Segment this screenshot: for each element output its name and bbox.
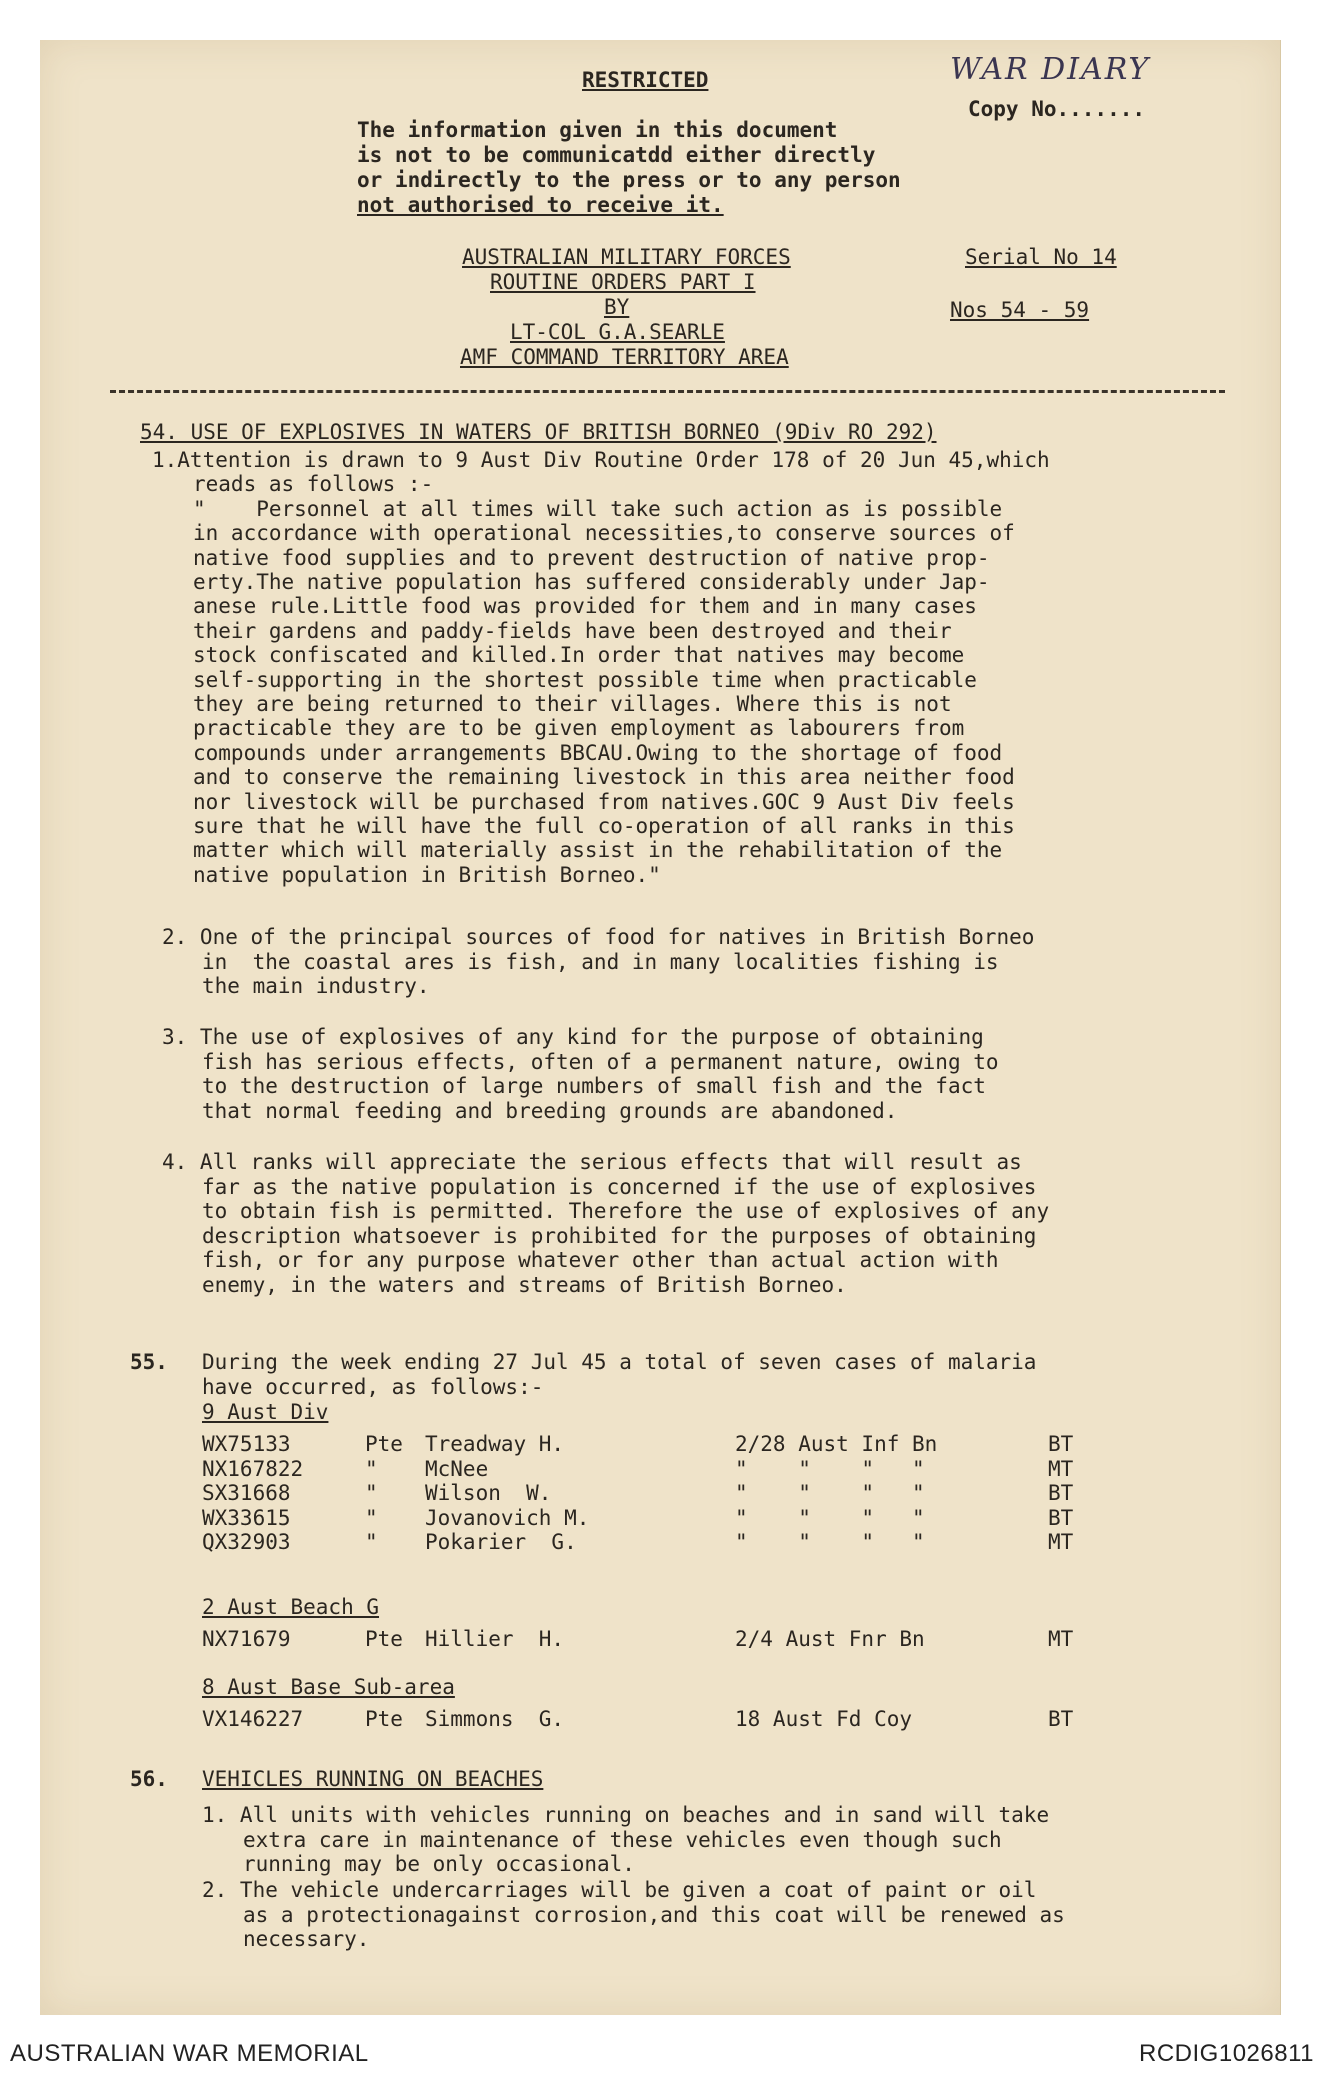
o54p1-line: and to conserve the remaining livestock in this area neither food <box>193 765 1015 790</box>
o54p4-line: far as the native population is concerned if the use of explosives <box>202 1174 1037 1199</box>
o54p2-line: in the coastal ares is fish, and in many localities fishing is <box>202 949 999 974</box>
o54p3-line: fish has serious effects, often of a permanent nature, owing to <box>202 1049 999 1074</box>
order-55-number: 55. <box>130 1350 168 1374</box>
o54p1-line: they are being returned to their villages. Where this is not <box>193 692 952 716</box>
malaria-cell-rank: " <box>365 1456 378 1481</box>
order-55-intro-2: have occurred, as follows:- <box>202 1375 544 1399</box>
o54p1-line: compounds under arrangements BBCAU.Owing to the shortage of food <box>193 740 1003 765</box>
malaria-cell-type: MT <box>1048 1530 1074 1554</box>
malaria-cell-rank: " <box>365 1505 378 1530</box>
malaria-cell-type: MT <box>1048 1627 1074 1651</box>
malaria-cell-type: BT <box>1048 1481 1074 1505</box>
malaria-cell-no: NX71679 <box>202 1627 291 1651</box>
o54p1-line: self-supporting in the shortest possible time when practicable <box>193 667 977 692</box>
malaria-cell-unit: 2/4 Aust Fnr Bn <box>735 1627 925 1651</box>
order-numbers: Nos 54 - 59 <box>950 298 1090 322</box>
malaria-cell-name: Pokarier G. <box>425 1530 577 1554</box>
warning-line-3: or indirectly to the press or to any person <box>357 168 901 192</box>
malaria-cell-no: WX75133 <box>202 1432 291 1456</box>
malaria-cell-no: WX33615 <box>202 1505 291 1530</box>
o54p4-line: 4. All ranks will appreciate the serious effects that will result as <box>162 1150 1022 1174</box>
title-line-4: LT-COL G.A.SEARLE <box>510 320 725 344</box>
o56p2-line: 2. The vehicle undercarriages will be given a coat of paint or oil <box>202 1878 1037 1902</box>
o54p2-line: the main industry. <box>202 974 430 998</box>
o54p4-line: description whatsoever is prohibited for the purposes of obtaining <box>202 1223 1037 1248</box>
malaria-cell-unit: 18 Aust Fd Coy <box>735 1707 913 1731</box>
title-line-2: ROUTINE ORDERS PART I <box>490 270 756 294</box>
malaria-cell-unit: " " " " <box>735 1456 925 1481</box>
o54p1-line: nor livestock will be purchased from natives.GOC 9 Aust Div feels <box>193 789 1015 814</box>
o54p3-line: that normal feeding and breeding grounds are abandoned. <box>202 1098 898 1123</box>
o54p3-line: 3. The use of explosives of any kind for the purpose of obtaining <box>162 1025 984 1049</box>
malaria-cell-no: NX167822 <box>202 1456 304 1481</box>
o56p1-line: running may be only occasional. <box>243 1852 635 1876</box>
o54p1-line: reads as follows :- <box>193 472 434 497</box>
o54p1-line: anese rule.Little food was provided for them and in many cases <box>193 594 977 619</box>
malaria-cell-no: QX32903 <box>202 1530 291 1554</box>
order-56-heading: VEHICLES RUNNING ON BEACHES <box>202 1767 544 1791</box>
o54p1-line: practicable they are to be given employment as labourers from <box>193 716 965 741</box>
malaria-cell-rank: Pte <box>365 1432 403 1456</box>
malaria-group-unit: 2 Aust Beach G <box>202 1595 380 1619</box>
malaria-cell-type: BT <box>1048 1505 1074 1530</box>
o54p1-line: sure that he will have the full co-operation of all ranks in this <box>193 814 1015 838</box>
malaria-cell-rank: Pte <box>365 1707 403 1731</box>
malaria-cell-unit: 2/28 Aust Inf Bn <box>735 1432 938 1456</box>
warning-line-1: The information given in this document <box>357 118 838 142</box>
o54p1-line: native population in British Borneo." <box>193 862 661 887</box>
malaria-cell-rank: Pte <box>365 1627 403 1651</box>
title-line-3: BY <box>604 295 630 319</box>
o54p1-line: 1.Attention is drawn to 9 Aust Div Routine Order 178 of 20 Jun 45,which <box>152 448 1050 472</box>
malaria-cell-name: Treadway H. <box>425 1432 565 1456</box>
header-divider <box>110 390 1225 393</box>
copy-number: Copy No....... <box>968 97 1146 121</box>
o54p1-line: " Personnel at all times will take such action as is possible <box>193 496 1003 521</box>
o54p1-line: erty.The native population has suffered considerably under Jap- <box>193 570 990 594</box>
malaria-cell-name: Hillier H. <box>425 1627 565 1651</box>
malaria-cell-rank: " <box>365 1481 378 1505</box>
malaria-cell-name: Simmons G. <box>425 1707 565 1731</box>
o54p1-line: matter which will materially assist in the rehabilitation of the <box>193 838 1003 863</box>
o54p1-line: their gardens and paddy-fields have been destroyed and their <box>193 618 952 643</box>
title-line-1: AUSTRALIAN MILITARY FORCES <box>462 245 791 269</box>
malaria-cell-no: SX31668 <box>202 1481 291 1505</box>
o54p4-line: to obtain fish is permitted. Therefore the use of explosives of any <box>202 1199 1050 1223</box>
malaria-cell-unit: " " " " <box>735 1505 925 1530</box>
o54p1-line: in accordance with operational necessities,to conserve sources of <box>193 521 1015 546</box>
malaria-cell-no: VX146227 <box>202 1707 304 1731</box>
warning-line-2: is not to be communicatdd either directly <box>357 143 876 167</box>
o56p2-line: as a protectionagainst corrosion,and this coat will be renewed as <box>243 1902 1065 1927</box>
o56p1-line: 1. All units with vehicles running on beaches and in sand will take <box>202 1803 1050 1827</box>
classification-heading: RESTRICTED <box>582 68 709 92</box>
serial-number: Serial No 14 <box>965 245 1117 269</box>
o54p1-line: native food supplies and to prevent destruction of native prop- <box>193 545 990 570</box>
malaria-cell-type: BT <box>1048 1707 1074 1731</box>
footer-source: AUSTRALIAN WAR MEMORIAL <box>10 2040 369 2067</box>
malaria-cell-unit: " " " " <box>735 1481 925 1505</box>
order-55-intro-1: During the week ending 27 Jul 45 a total of seven cases of malaria <box>202 1350 1037 1374</box>
order-56-number: 56. <box>130 1767 168 1791</box>
title-line-5: AMF COMMAND TERRITORY AREA <box>460 345 789 369</box>
order-54-heading: 54. USE OF EXPLOSIVES IN WATERS OF BRITISH BORNEO (9Div RO 292) <box>140 420 937 444</box>
o54p2-line: 2. One of the principal sources of food for natives in British Borneo <box>162 925 1035 949</box>
o54p4-line: fish, or for any purpose whatever other than actual action with <box>202 1248 999 1272</box>
malaria-cell-unit: " " " " <box>735 1530 925 1554</box>
malaria-cell-type: BT <box>1048 1432 1074 1456</box>
o54p1-line: stock confiscated and killed.In order that natives may become <box>193 643 965 668</box>
malaria-cell-name: Jovanovich M. <box>425 1505 590 1530</box>
malaria-cell-name: Wilson W. <box>425 1481 552 1505</box>
o54p4-line: enemy, in the waters and streams of British Borneo. <box>202 1272 847 1297</box>
malaria-cell-type: MT <box>1048 1456 1074 1481</box>
footer-reference: RCDIG1026811 <box>1139 2040 1314 2067</box>
o54p3-line: to the destruction of large numbers of small fish and the fact <box>202 1074 986 1098</box>
malaria-cell-rank: " <box>365 1530 378 1554</box>
malaria-cell-name: McNee <box>425 1456 489 1481</box>
o56p1-line: extra care in maintenance of these vehicles even though such <box>243 1827 1002 1852</box>
warning-line-4: not authorised to receive it. <box>357 193 724 217</box>
handwritten-war-diary: WAR DIARY <box>950 52 1151 87</box>
malaria-group-unit: 8 Aust Base Sub-area <box>202 1675 455 1699</box>
malaria-group-unit: 9 Aust Div <box>202 1400 329 1424</box>
o56p2-line: necessary. <box>243 1927 370 1951</box>
